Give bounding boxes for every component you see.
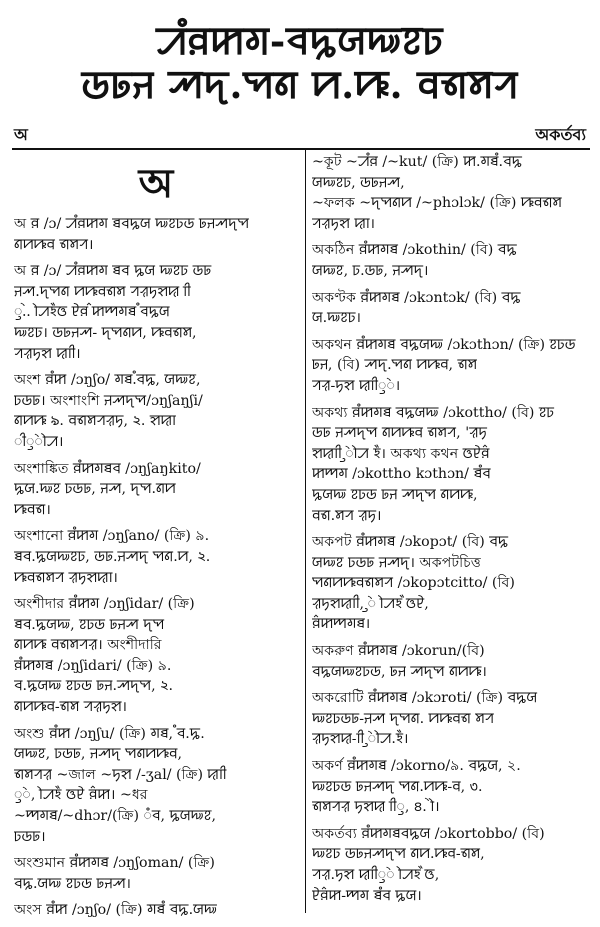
dictionary-entry xyxy=(312,403,592,527)
dictionary-entry xyxy=(14,526,298,588)
entry-line: ꠟꠠꠡꠢ-ꠣꠤ ꠥꠦꠧꠀ.ꠁꠂ। xyxy=(312,731,409,748)
entry-line: অংশুমান ꠅꠋꠇꠉꠊ /ɔŋʃoman/ (ক্রি) xyxy=(14,855,215,872)
entry-line: অকথন ꠅꠋꠇꠉꠊ ꠌꠍꠎꠏ /ɔkɔthɔn/ (ক্রি) ꠐꠑꠒ xyxy=(312,336,576,353)
page-header xyxy=(0,0,600,110)
entry-line: ꠏꠐꠑ ꠒꠓꠔꠕꠖꠗ ꠘꠙ.ꠚꠛ-ꠜꠝ, xyxy=(312,846,485,863)
entry-line: ꠌꠍ.ꠎꠏ ꠐꠑꠒ ꠓꠔꠕ। xyxy=(14,875,131,892)
entry-line: ꠏꠐꠑꠒꠓ-ꠔꠕ ꠖꠗꠘ. ꠙꠚꠛꠜ ꠝꠞ xyxy=(312,710,494,727)
entry-line: ꠇꠈꠉ /ɔkottho kɔthɔn/ ꠊꠋꠌ xyxy=(312,466,491,483)
entry-line: অকর্ণ ꠅꠋꠇꠉꠊ /ɔkorno/৯. ꠌꠍꠎ, ২. xyxy=(312,758,521,775)
entry-line: অকর্তব্য ꠅꠋꠇꠉꠊꠌꠍꠎ /ɔkortobbo/ (বি) xyxy=(312,825,545,842)
column-divider xyxy=(305,150,306,913)
entry-line: ꠛꠜ.ꠝꠞ ꠟꠠ। xyxy=(312,507,382,524)
entry-line: ꠚꠛꠜ। xyxy=(14,501,51,518)
dictionary-entry xyxy=(14,594,298,718)
entry-line: অংশানো ꠅꠋꠇꠉ /ɔŋʃano/ (ক্রি) ৯. xyxy=(14,528,210,545)
running-head-right: অকর্তব্য xyxy=(535,125,586,144)
section-letter: অ xyxy=(138,160,174,207)
entry-line: অংশীদার ꠅꠋꠇꠉ /ɔŋʃidar/ (ক্রি) xyxy=(14,596,195,613)
right-entries xyxy=(312,152,592,906)
dictionary-entry xyxy=(312,532,592,635)
entry-line: ꠍꠎ.ꠏꠐ ꠑꠒꠓ, ꠔꠕ, ꠖꠗ.ꠘꠙ xyxy=(14,481,176,498)
entry-line: ꠥ.ꠦ. ꠧꠀꠁꠂꠃ ꠄꠅ ꠆ꠇꠈꠉꠊ ꠋꠌꠍꠎ xyxy=(14,304,170,321)
entry-line: অ ꠅ /ɔ/ ꠀꠋꠅꠇꠉ ꠊꠌ ꠍꠎ ꠏꠐꠑ ꠒꠓ xyxy=(14,263,212,280)
entry-line: ꠘꠙꠚꠛ-ꠜꠝ ꠞꠟꠠꠡ। xyxy=(14,699,128,716)
entry-line: ꠚꠛꠜꠝꠞ ꠟꠠꠡꠢꠣ। xyxy=(14,569,118,586)
dictionary-entry xyxy=(312,240,592,281)
entry-line: ~কূট ~ꠀꠋꠅ /~kut/ (ক্রি) ꠇ.ꠉꠊꠋ.ꠌꠍ xyxy=(312,154,523,170)
dictionary-entry xyxy=(312,152,592,234)
entry-line: ~ꠈꠉꠊ/~dhɔr/(ক্রি) ꠋꠌ, ꠍꠎꠏꠐ, xyxy=(14,808,217,825)
entry-line: ꠍꠎꠏ ꠐꠑꠒ ꠓꠔ ꠕꠖꠗ ꠘꠙꠚ, xyxy=(312,486,478,503)
dictionary-entry xyxy=(312,756,592,818)
dictionary-title: ꠀꠋꠅꠇꠉ-ꠌꠍꠎꠏꠐꠑ xyxy=(156,19,444,63)
entry-line: অংশু ꠅꠋꠇ /ɔŋʃu/ (ক্রি) ꠉꠊ, ꠋꠌ.ꠍ. xyxy=(14,725,205,742)
dictionary-entry xyxy=(312,824,592,906)
entry-line: অকণ্টক ꠅꠋꠇꠉꠊ /ɔkɔntɔk/ (বি) ꠌꠍ xyxy=(312,289,521,306)
dictionary-entry xyxy=(14,724,298,848)
right-column xyxy=(312,152,592,912)
entry-line: ꠎ.ꠏꠐꠑ। xyxy=(312,310,361,327)
entry-line: ꠟꠠꠡꠢꠣꠤ, ꠥꠦ ꠧꠀꠁ ꠂꠃꠄ, xyxy=(312,595,429,612)
entry-line: অকপট ꠅꠋꠇꠉꠊ /ɔkopɔt/ (বি) ꠌꠍ xyxy=(312,534,509,551)
entry-line: ꠎꠏꠐ, ꠑꠒꠓ, ꠔꠕꠖ ꠗꠘꠙꠚꠛ, xyxy=(14,746,182,763)
left-column xyxy=(14,152,298,927)
entry-line: অকঠিন ꠅꠋꠇꠉꠊ /ɔkothin/ (বি) ꠌꠍ xyxy=(312,242,517,259)
dictionary-entry xyxy=(312,288,592,329)
entry-line: ~ফলক ~ꠖꠗꠘꠙ /~phɔlɔk/ (ক্রি) ꠚꠛꠜꠝ xyxy=(312,195,562,212)
entry-line: ꠎꠏꠐ ꠑꠒꠓ ꠔꠕꠖ। অকপটচিত্ত xyxy=(312,554,481,571)
entry-line: ꠅ꠆ꠇꠈꠉꠊ। xyxy=(312,616,371,633)
entry-line: ꠌ.ꠍꠎꠏ ꠐꠑꠒ ꠓꠔ.ꠕꠖꠗ, ২. xyxy=(14,678,174,695)
entry-line: ꠘꠙꠚ ꠛꠜꠝꠞꠟ। অংশীদারি xyxy=(14,637,162,654)
entry-line: ꠞꠟꠠꠡ ꠢꠣꠤ। xyxy=(14,345,81,362)
header-rule xyxy=(12,148,590,150)
dictionary-entry xyxy=(312,335,592,397)
entry-line: ꠔꠕ.ꠖꠗꠘ ꠙꠚꠛꠜꠝ ꠞꠟꠠꠡꠢ ꠣꠤ xyxy=(14,283,191,300)
entry-line: ꠄꠅ꠆ꠇ-ꠈꠉ ꠊꠋꠌ ꠍꠎ। xyxy=(312,887,422,904)
running-head-left: অ xyxy=(14,125,28,144)
entry-line: ꠌꠍꠎꠏꠐꠑꠒ, ꠓꠔ ꠕꠖꠗ ꠘꠙꠚ। xyxy=(312,663,487,680)
entry-line: ꠎꠏꠐꠑ, ꠒꠓꠔꠕ, xyxy=(312,174,405,191)
dictionary-entry xyxy=(312,688,592,750)
entry-line: অংশাঙ্কিত ꠅꠋꠇꠉꠊꠌ /ɔŋʃaŋkito/ xyxy=(14,460,201,477)
dictionary-entry xyxy=(312,641,592,682)
entry-line: অ ꠅ /ɔ/ ꠀꠋꠅꠇꠉ ꠊꠌꠍꠎ ꠏꠐꠑꠒ ꠓꠔꠕꠖꠗ xyxy=(14,216,250,232)
entry-line: ꠡꠢꠣꠤ ꠥꠦꠧꠀ ꠁꠂ। অকথ্য কথন ꠃꠄꠅ꠆ xyxy=(312,445,490,462)
entry-line: অকরোটি ꠅꠋꠇꠉꠊ /ɔkɔroti/ (ক্রি) ꠌꠍꠎ xyxy=(312,690,538,707)
dictionary-entry xyxy=(14,459,298,521)
entry-line: ꠅꠋꠇꠉꠊ /ɔŋʃidari/ (ক্রি) ৯. xyxy=(14,657,172,674)
entry-line: ꠑꠒꠓ। xyxy=(14,828,46,845)
entry-line: ꠘꠙꠚꠛ ꠜꠝꠞ। xyxy=(14,236,94,253)
entry-line: অংশ ꠅꠋꠇ /ɔŋʃo/ ꠉꠊ.ꠋꠌꠍ, ꠎꠏꠐ, xyxy=(14,372,201,389)
entry-line: ꠞꠟꠠꠡ ꠢꠣ। xyxy=(312,215,375,232)
entry-line: ꠒꠓ ꠔꠕꠖꠗ ꠘꠙꠚꠛ ꠜꠝꠞ, 'ꠟꠠ xyxy=(312,425,487,442)
entry-line: ꠏꠐꠑ। ꠒꠓꠔꠕ- ꠖꠗꠘꠙ, ꠚꠛꠜꠝ, xyxy=(14,324,197,341)
left-entries xyxy=(14,214,298,921)
entry-line: ꠜꠝꠞꠟ ꠠꠡꠢ ꠣꠤꠥ, ৪. ꠦꠧ। xyxy=(312,799,440,816)
entry-line: অকথ্য ꠅꠋꠇꠉꠊ ꠌꠍꠎꠏ /ɔkottho/ (বি) ꠐꠑ xyxy=(312,404,555,421)
entry-line: অকরুণ ꠅꠋꠇꠉꠊ /ɔkorun/(বি) xyxy=(312,643,485,660)
dictionary-entry xyxy=(14,370,298,452)
entry-line: ꠘꠙꠚ ৯. ꠛꠜꠝꠞꠟꠠ, ২. ꠡꠢꠣ xyxy=(14,413,176,430)
dictionary-entry xyxy=(14,214,298,255)
dictionary-entry xyxy=(14,900,298,921)
entry-line: ꠥꠦ, ꠧꠀꠁꠂ ꠃꠄ ꠅ꠆ꠇ। ~ধর xyxy=(14,787,148,804)
entry-line: ꠤꠥꠦꠧꠀ। xyxy=(14,433,64,450)
entry-line: ꠓꠔ, (বি) ꠕꠖ.ꠗꠘ ꠙꠚꠛ, ꠜꠝ xyxy=(312,357,478,374)
entry-line: ꠞꠟ-ꠠꠡ ꠢꠣꠤꠥꠦ। xyxy=(312,377,401,394)
entry-line: অংস ꠅꠋꠇ /ɔŋʃo/ (ক্রি) ꠉꠊꠋ ꠌꠍ.ꠎꠏ xyxy=(14,902,217,919)
dictionary-subtitle: ꠒꠓꠔ ꠕꠖ.ꠗꠘ ꠙ.ꠚ. ꠛꠜꠝꠞ xyxy=(81,63,519,107)
entry-line: ꠎꠏꠐ, ꠑ.ꠒꠓ, ꠔꠕꠖ। xyxy=(312,262,429,279)
entry-line: ꠊꠌ.ꠍꠎꠏꠐꠑ, ꠒꠓ.ꠔꠕꠖ ꠗꠘ.ꠙ, ২. xyxy=(14,548,211,565)
dictionary-entry xyxy=(14,853,298,894)
dictionary-entry xyxy=(14,261,298,364)
entry-line: ꠞꠟ.ꠠꠡ ꠢꠣꠤꠥꠦ ꠧꠀꠁ ꠂꠃ, xyxy=(312,867,440,883)
entry-line: ꠏꠐꠑꠒ ꠓꠔꠕꠖ ꠗꠘ.ꠙꠚ-ꠛ, ৩. xyxy=(312,778,483,795)
entry-line: ꠜꠝꠞꠟ ~জাল ~ꠠꠡ /-ʒal/ (ক্রি) ꠢꠣꠤ xyxy=(14,766,227,783)
entry-line: ꠑꠒꠓ। অংশাংশি ꠔꠕꠖꠗ/ɔŋʃaŋʃi/ xyxy=(14,392,203,409)
entry-line: ꠗꠘꠙꠚꠛꠜꠝꠞ /ɔkopɔtcitto/ (বি) xyxy=(312,575,515,592)
entry-line: ꠊꠌ.ꠍꠎꠏ, ꠐꠑꠒ ꠓꠔꠕ ꠖꠗ xyxy=(14,616,165,633)
